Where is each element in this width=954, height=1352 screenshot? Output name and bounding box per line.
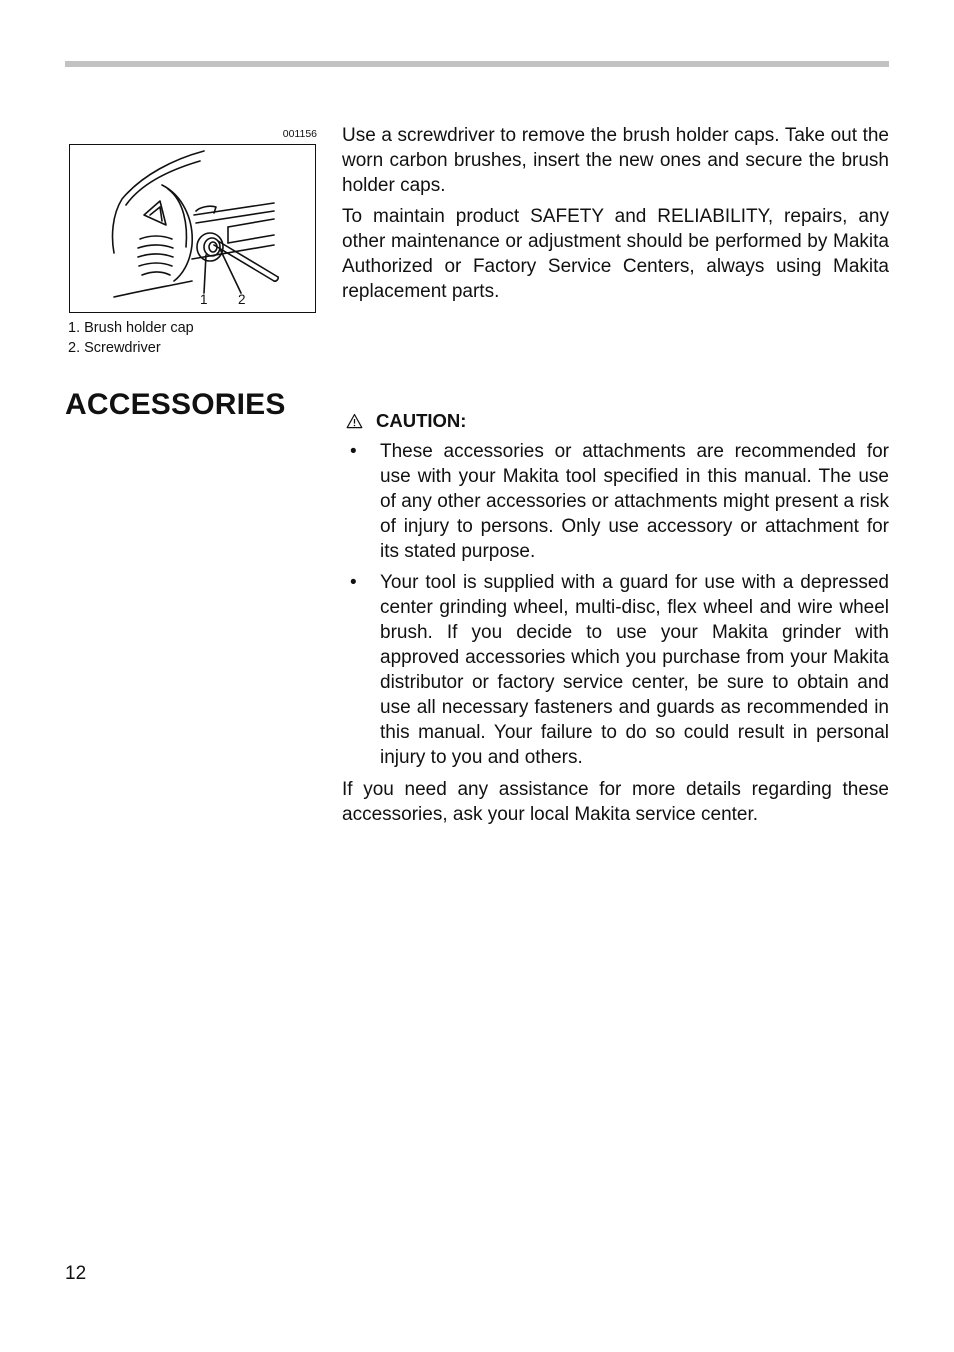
- brush-replacement-paragraph: [342, 123, 889, 198]
- safety-paragraph: [342, 204, 889, 304]
- caution-heading: [346, 410, 466, 432]
- figure-legend: [68, 318, 194, 358]
- bullet-icon: •: [350, 572, 357, 593]
- list-item: [342, 570, 889, 770]
- legend-item: [68, 338, 194, 358]
- list-item: [342, 439, 889, 564]
- list-item-text: These accessories or attachments are recommended for use with your Makita tool specified in this manual. The use of any other accessories or attachments might present a risk of injury to persons. Only use accessory or attachment for its stated purpose.: [380, 441, 889, 562]
- figure-code: 001156: [282, 128, 317, 140]
- legend-number: 2.: [68, 340, 81, 356]
- brush-holder-illustration: [69, 144, 316, 313]
- caution-list: [342, 439, 889, 776]
- paragraph-text: If you need any assistance for more details regarding these accessories, ask your local Makita service center.: [342, 779, 889, 825]
- legend-number: 1.: [68, 320, 81, 336]
- header-rule: [65, 61, 889, 67]
- legend-item: [68, 318, 194, 338]
- callout-2: 2: [238, 292, 246, 307]
- legend-label: Brush holder cap: [84, 320, 194, 336]
- grinder-illustration: [70, 145, 316, 313]
- assistance-paragraph: [342, 777, 889, 827]
- legend-label: Screwdriver: [84, 340, 161, 356]
- caution-label: CAUTION:: [376, 410, 467, 431]
- bullet-icon: •: [350, 441, 357, 462]
- list-item-text: Your tool is supplied with a guard for use with a depressed center grinding wheel, multi-disc, flex wheel and wire wheel brush. If you decide to use your Makita grinder with approved accessories which you purchase from your Makita distributor or factory service center, be sure to obtain and use all necessary fasteners and guards as recommended in this manual. Your failure to do so could result in personal injury to you and others.: [380, 572, 889, 768]
- paragraph-text: Use a screwdriver to remove the brush holder caps. Take out the worn carbon brushes, insert the new ones and secure the brush holder caps.: [342, 125, 889, 196]
- warning-triangle-icon: [346, 413, 363, 429]
- callout-1: 1: [200, 292, 208, 307]
- paragraph-text: To maintain product SAFETY and RELIABILITY, repairs, any other maintenance or adjustment should be performed by Makita Authorized or Factory Service Centers, always using Makita replacement parts.: [342, 206, 889, 302]
- section-heading: ACCESSORIES: [65, 388, 286, 421]
- page-number: 12: [65, 1263, 87, 1284]
